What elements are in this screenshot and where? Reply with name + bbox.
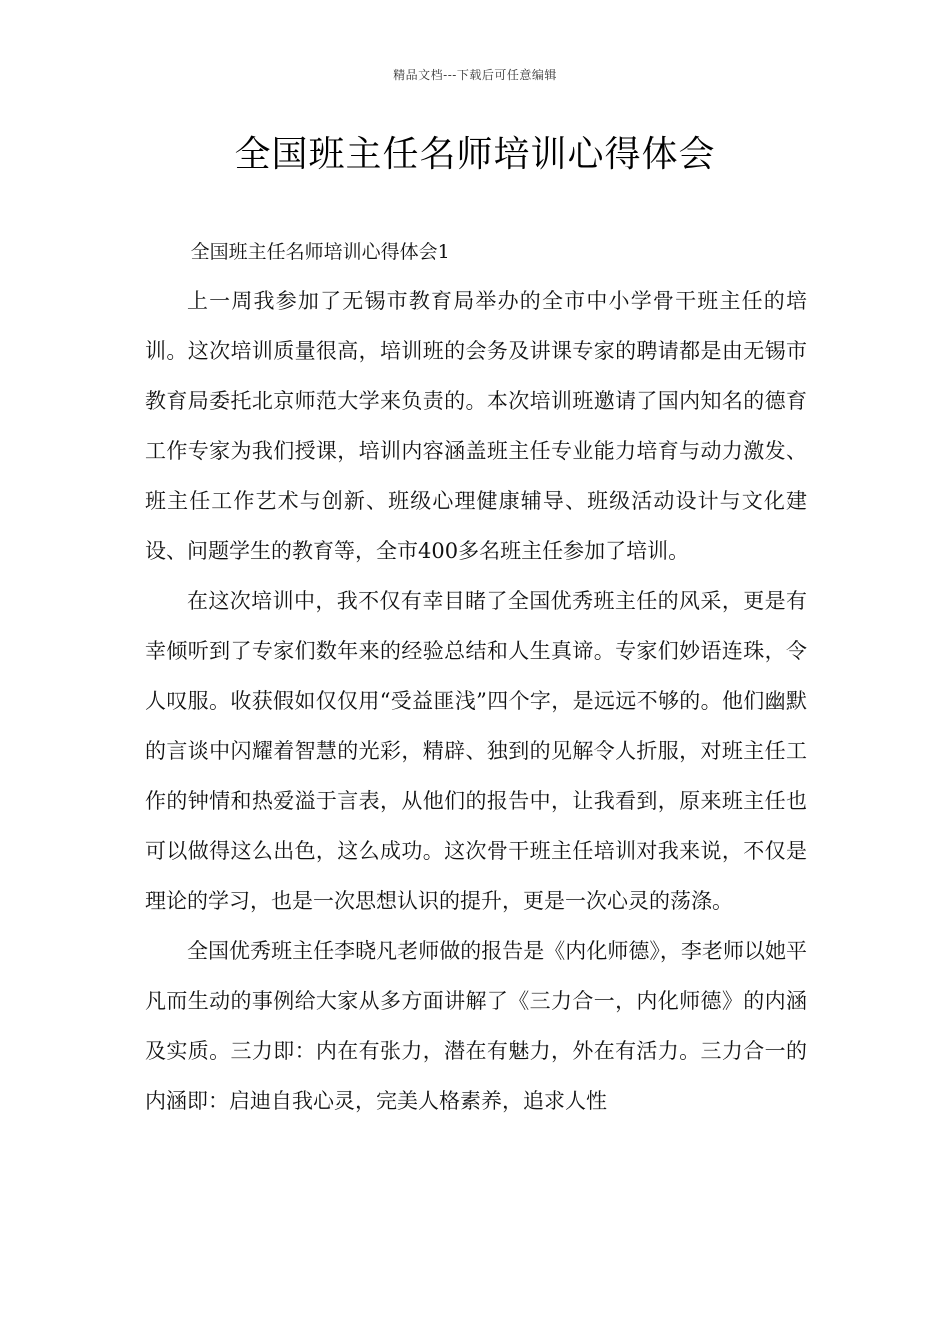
document-title: 全国班主任名师培训心得体会 [234, 134, 716, 175]
paragraph-1: 上一周我参加了无锡市教育局举办的全市中小学骨干班主任的培训。这次培训质量很高，培训班的会务及讲课专家的聘请都是由无锡市教育局委托北京师范大学来负责的。本次培训班邀请了国内知名的德育工作专家为我们授课，培训内容涵盖班主任专业能力培育与动力激发、班主任工作艺术与创新、班级心理健康辅导、班级活动设计与文化建设、问题学生的教育等，全市400多名班主任参加了培训。 [145, 289, 807, 563]
paragraph-3: 全国优秀班主任李晓凡老师做的报告是《内化师德》，李老师以她平凡而生动的事例给大家从多方面讲解了《三力合一，内化师德》的内涵及实质。三力即：内在有张力，潜在有魅力，外在有活力。三力合一的内涵即：启迪自我心灵，完美人格素养，追求人性 [145, 939, 807, 1113]
header-note: 精品文档---下载后可任意编辑 [393, 68, 557, 82]
section-subheading: 全国班主任名师培训心得体会1 [190, 241, 450, 263]
paragraph-2: 在这次培训中，我不仅有幸目睹了全国优秀班主任的风采，更是有幸倾听到了专家们数年来的经验总结和人生真谛。专家们妙语连珠，令人叹服。收获假如仅仅用“受益匪浅”四个字，是远远不够的。他们幽默的言谈中闪耀着智慧的光彩，精辟、独到的见解令人折服，对班主任工作的钟情和热爱溢于言表，从他们的报告中，让我看到，原来班主任也可以做得这么出色，这么成功。这次骨干班主任培训对我来说，不仅是理论的学习，也是一次思想认识的提升，更是一次心灵的荡涤。 [145, 589, 807, 913]
document-body [145, 228, 807, 1126]
